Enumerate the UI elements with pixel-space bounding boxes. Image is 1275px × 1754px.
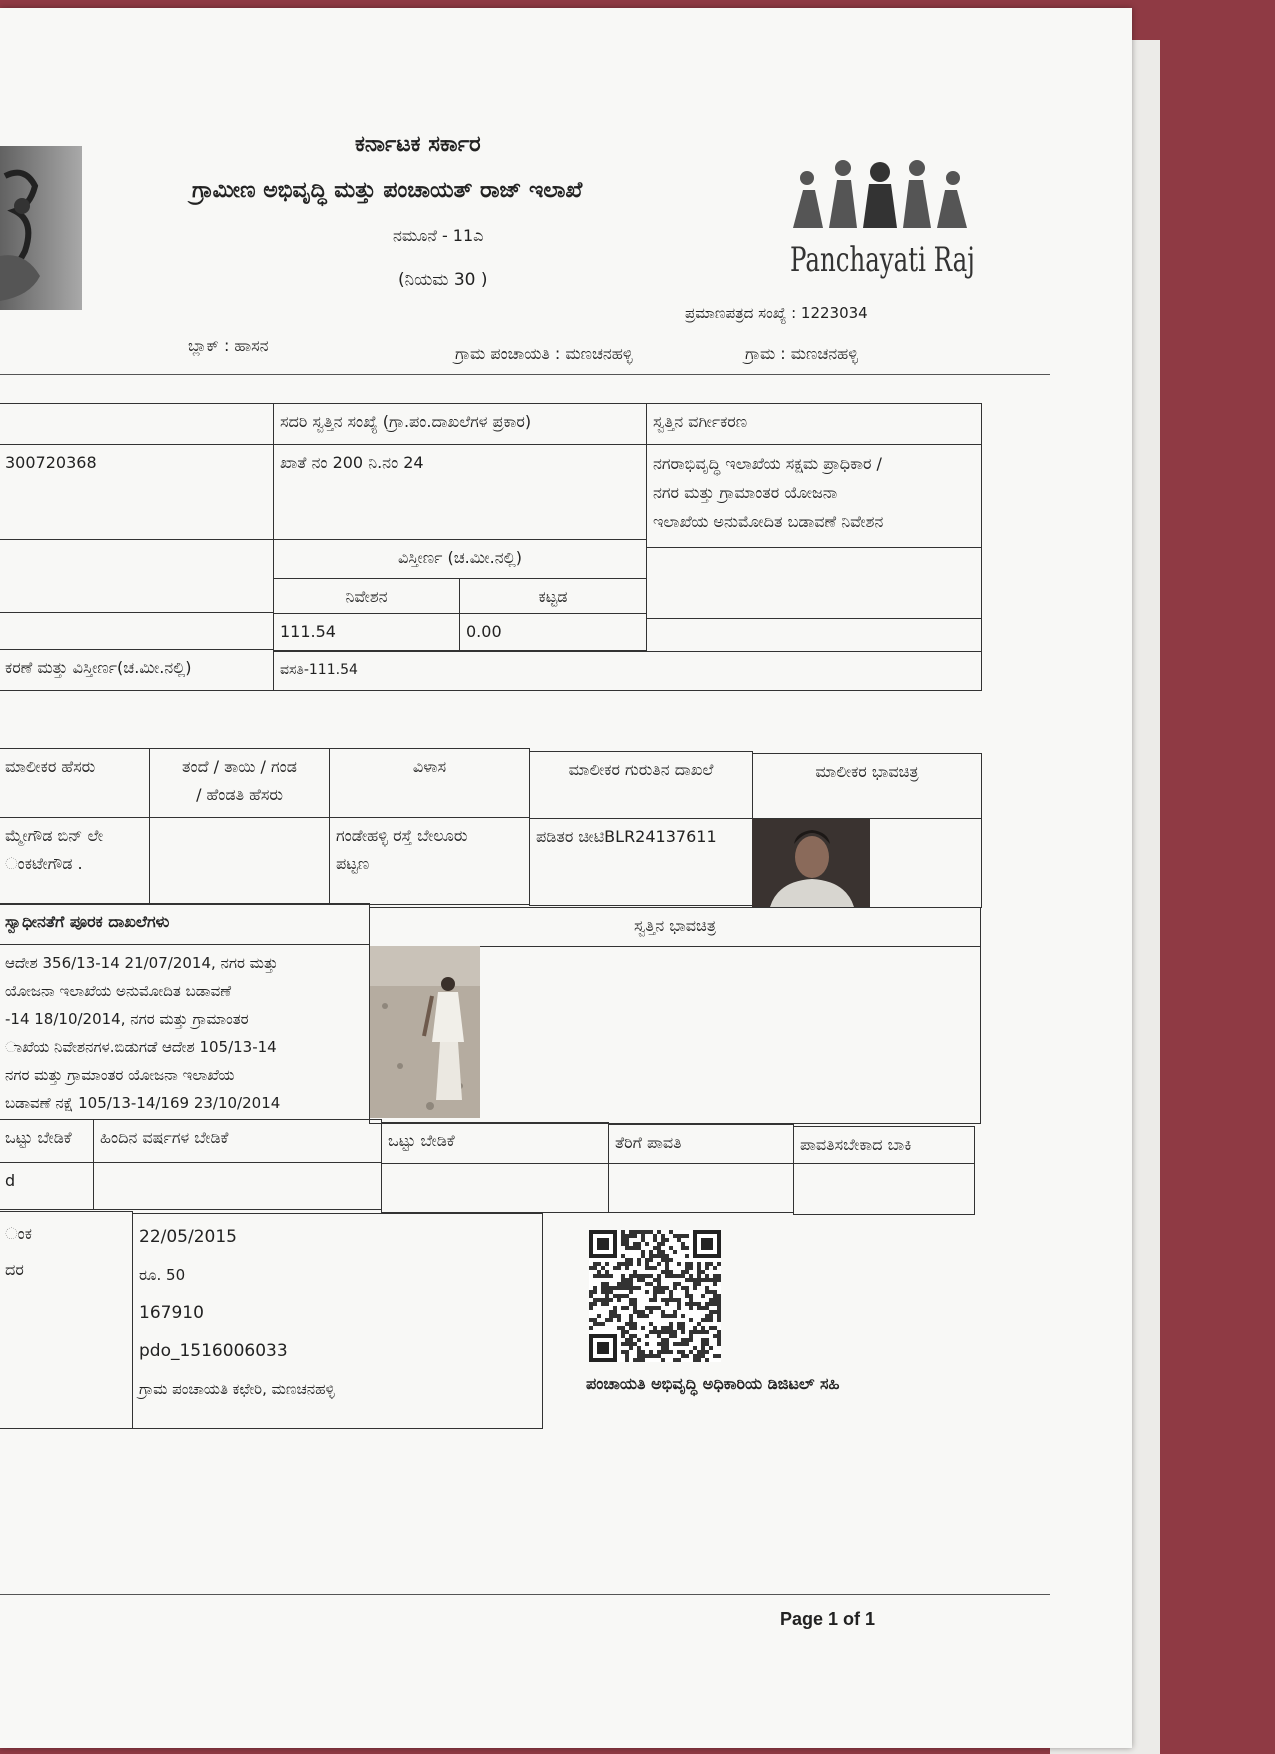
office-name: ಗ್ರಾಮ ಪಂಚಾಯತಿ ಕಛೇರಿ, ಮಣಚನಹಳ್ಳಿ [139,1380,335,1398]
tax-value-5 [793,1163,975,1215]
tax-header-4: ತೆರಿಗೆ ಪಾವತಿ [608,1124,794,1164]
fee-label: ದರ [5,1260,24,1279]
digital-signature-label: ಪಂಚಾಯತಿ ಅಭಿವೃದ್ಧಿ ಅಧಿಕಾರಿಯ ಡಿಜಿಟಲ್ ಸಹಿ [586,1374,840,1393]
ownership-docs-header: ಸ್ವಾಧೀನತೆಗೆ ಪೂರಕ ದಾಖಲೆಗಳು [0,903,370,945]
property-class-value [646,444,982,548]
class-line-1: ನಗರಾಭಿವೃದ್ಧಿ ಇಲಾಖೆಯ ಸಕ್ಷಮ ಪ್ರಾಧಿಕಾರ / [653,454,882,473]
certificate-number: ಪ್ರಮಾಣಪತ್ರದ ಸಂಖ್ಯೆ : 1223034 [685,304,868,322]
address-line-1: ಗಂಡೇಹಳ್ಳಿ ರಸ್ತೆ ಬೇಲೂರು [336,826,468,845]
property-id: 300720368 [0,444,274,540]
site-value: 111.54 [273,613,460,651]
tax-header-1: ಒಟ್ಟು ಬೇಡಿಕೆ [0,1119,94,1163]
header-divider [0,374,1050,375]
site-header: ನಿವೇಶನ [273,578,460,614]
owner-id: ಪಡಿತರ ಚೀಟಿBLR24137611 [529,818,753,906]
area-blank-right [646,547,982,619]
footer-label-cell [0,1211,133,1429]
footer-divider [0,1594,1050,1595]
owner-name-header: ಮಾಲೀಕರ ಹೆಸರು [0,748,150,818]
doc-line-3: -14 18/10/2014, ನಗರ ಮತ್ತು ಗ್ರಾಮಾಂತರ [5,1010,249,1028]
tax-value-4 [608,1163,794,1213]
usage-label: ಕರಣೆ ಮತ್ತು ವಿಸ್ತೀರ್ಣ(ಚ.ಮೀ.ನಲ್ಲಿ) [0,649,274,691]
tax-value-3 [381,1163,609,1213]
building-header: ಕಟ್ಟಡ [459,578,647,614]
owner-photo [752,819,870,907]
doc-line-6: ಬಡಾವಣೆ ನಕ್ಷೆ 105/13-14/169 23/10/2014 [5,1094,281,1112]
doc-line-4: ಾಖೆಯ ನಿವೇಶನಗಳ.ಬಿಡುಗಡೆ ಆದೇಶ 105/13-14 [5,1038,277,1056]
owner-relation [149,817,330,905]
property-class-header: ಸ್ವತ್ತಿನ ವರ್ಗೀಕರಣ [646,403,982,445]
property-no-value: ಖಾತೆ ನಂ 200 ನಿ.ನಂ 24 [273,444,647,540]
owner-name-line-2: ಂಕಟೇಗೌಡ . [5,854,83,873]
tax-value-1: d [0,1162,94,1210]
owner-address-header: ವಿಳಾಸ [329,748,530,818]
class-line-2: ನಗರ ಮತ್ತು ಗ್ರಾಮಾಂತರ ಯೋಜನಾ [653,483,838,502]
state-emblem-icon [0,146,82,310]
property-photo [370,946,480,1118]
owner-photo-header: ಮಾಲೀಕರ ಭಾವಚಿತ್ರ [752,753,982,819]
officer-id: pdo_1516006033 [139,1341,288,1361]
ownership-docs [0,944,370,1120]
doc-line-5: ನಗರ ಮತ್ತು ಗ್ರಾಮಾಂತರ ಯೋಜನಾ ಇಲಾಖೆಯ [5,1066,235,1084]
gram-panchayat-label: ಗ್ರಾಮ ಪಂಚಾಯತಿ : ಮಣಚನಹಳ್ಳಿ [455,344,633,363]
doc-line-2: ಯೋಜನಾ ಇಲಾಖೆಯ ಅನುಮೋದಿತ ಬಡಾವಣೆ [5,982,232,1000]
property-id-header-blank [0,403,274,445]
area-header: ವಿಸ್ತೀರ್ಣ (ಚ.ಮೀ.ನಲ್ಲಿ) [273,539,647,579]
tax-header-5: ಪಾವತಿಸಬೇಕಾದ ಬಾಕಿ [793,1126,975,1164]
date-label: ಂಕ [5,1224,32,1243]
tax-header-3: ಒಟ್ಟು ಬೇಡಿಕೆ [381,1122,609,1164]
receipt-number: 167910 [139,1303,204,1323]
owner-name-line-1: ಮ್ಮೇಗೌಡ ಬಿನ್ ಲೇ [5,826,104,845]
building-value: 0.00 [459,613,647,651]
property-photo-header: ಸ್ವತ್ತಿನ ಭಾವಚಿತ್ರ [369,907,981,947]
tax-header-2: ಹಿಂದಿನ ವರ್ಷಗಳ ಬೇಡಿಕೆ [93,1119,382,1163]
owner-address [329,817,530,905]
issue-date: 22/05/2015 [139,1227,237,1247]
owner-relation-header [149,748,330,818]
block-label: ಬ್ಲಾಕ್ : ಹಾಸನ [188,336,269,355]
fee-amount: ರೂ. 50 [139,1266,186,1284]
qr-code-icon [589,1230,721,1362]
address-line-2: ಪಟ್ಟಣ [336,854,370,873]
document-page [0,8,1132,1748]
relation-line-1: ತಂದೆ / ತಾಯಿ / ಗಂಡ [182,757,297,776]
site-row-right [646,618,982,652]
village-label: ಗ್ರಾಮ : ಮಣಚನಹಳ್ಳಿ [745,344,858,363]
area-blank-left [0,539,274,613]
doc-line-1: ಆದೇಶ 356/13-14 21/07/2014, ನಗರ ಮತ್ತು [5,954,278,972]
rule-number: (ನಿಯಮ 30 ) [398,270,488,290]
department-title: ಗ್ರಾಮೀಣ ಅಭಿವೃದ್ಧಿ ಮತ್ತು ಪಂಚಾಯತ್ ರಾಜ್ ಇಲಾಖೆ [192,178,583,203]
logo-text: Panchayati Raj [790,240,975,280]
tax-value-2 [93,1162,382,1210]
class-line-3: ಇಲಾಖೆಯ ಅನುಮೋದಿತ ಬಡಾವಣೆ ನಿವೇಶನ [653,512,884,531]
relation-line-2: / ಹೆಂಡತಿ ಹೆಸರು [196,785,283,804]
form-number: ನಮೂನೆ - 11ಎ [393,226,484,245]
govt-title: ಕರ್ನಾಟಕ ಸರ್ಕಾರ [355,132,481,157]
page-number: Page 1 of 1 [780,1609,876,1629]
site-row-blank [0,612,274,650]
footer-value-cell [132,1213,543,1429]
property-no-header: ಸದರಿ ಸ್ವತ್ತಿನ ಸಂಖ್ಯೆ (ಗ್ರಾ.ಪಂ.ದಾಖಲೆಗಳ ಪ್ರಕಾರ) [273,403,647,445]
owner-name [0,817,150,905]
owner-id-header: ಮಾಲೀಕರ ಗುರುತಿನ ದಾಖಲೆ [529,751,753,819]
usage-value: ವಸತಿ-111.54 [273,651,982,691]
panchayati-raj-logo-icon [785,156,975,234]
